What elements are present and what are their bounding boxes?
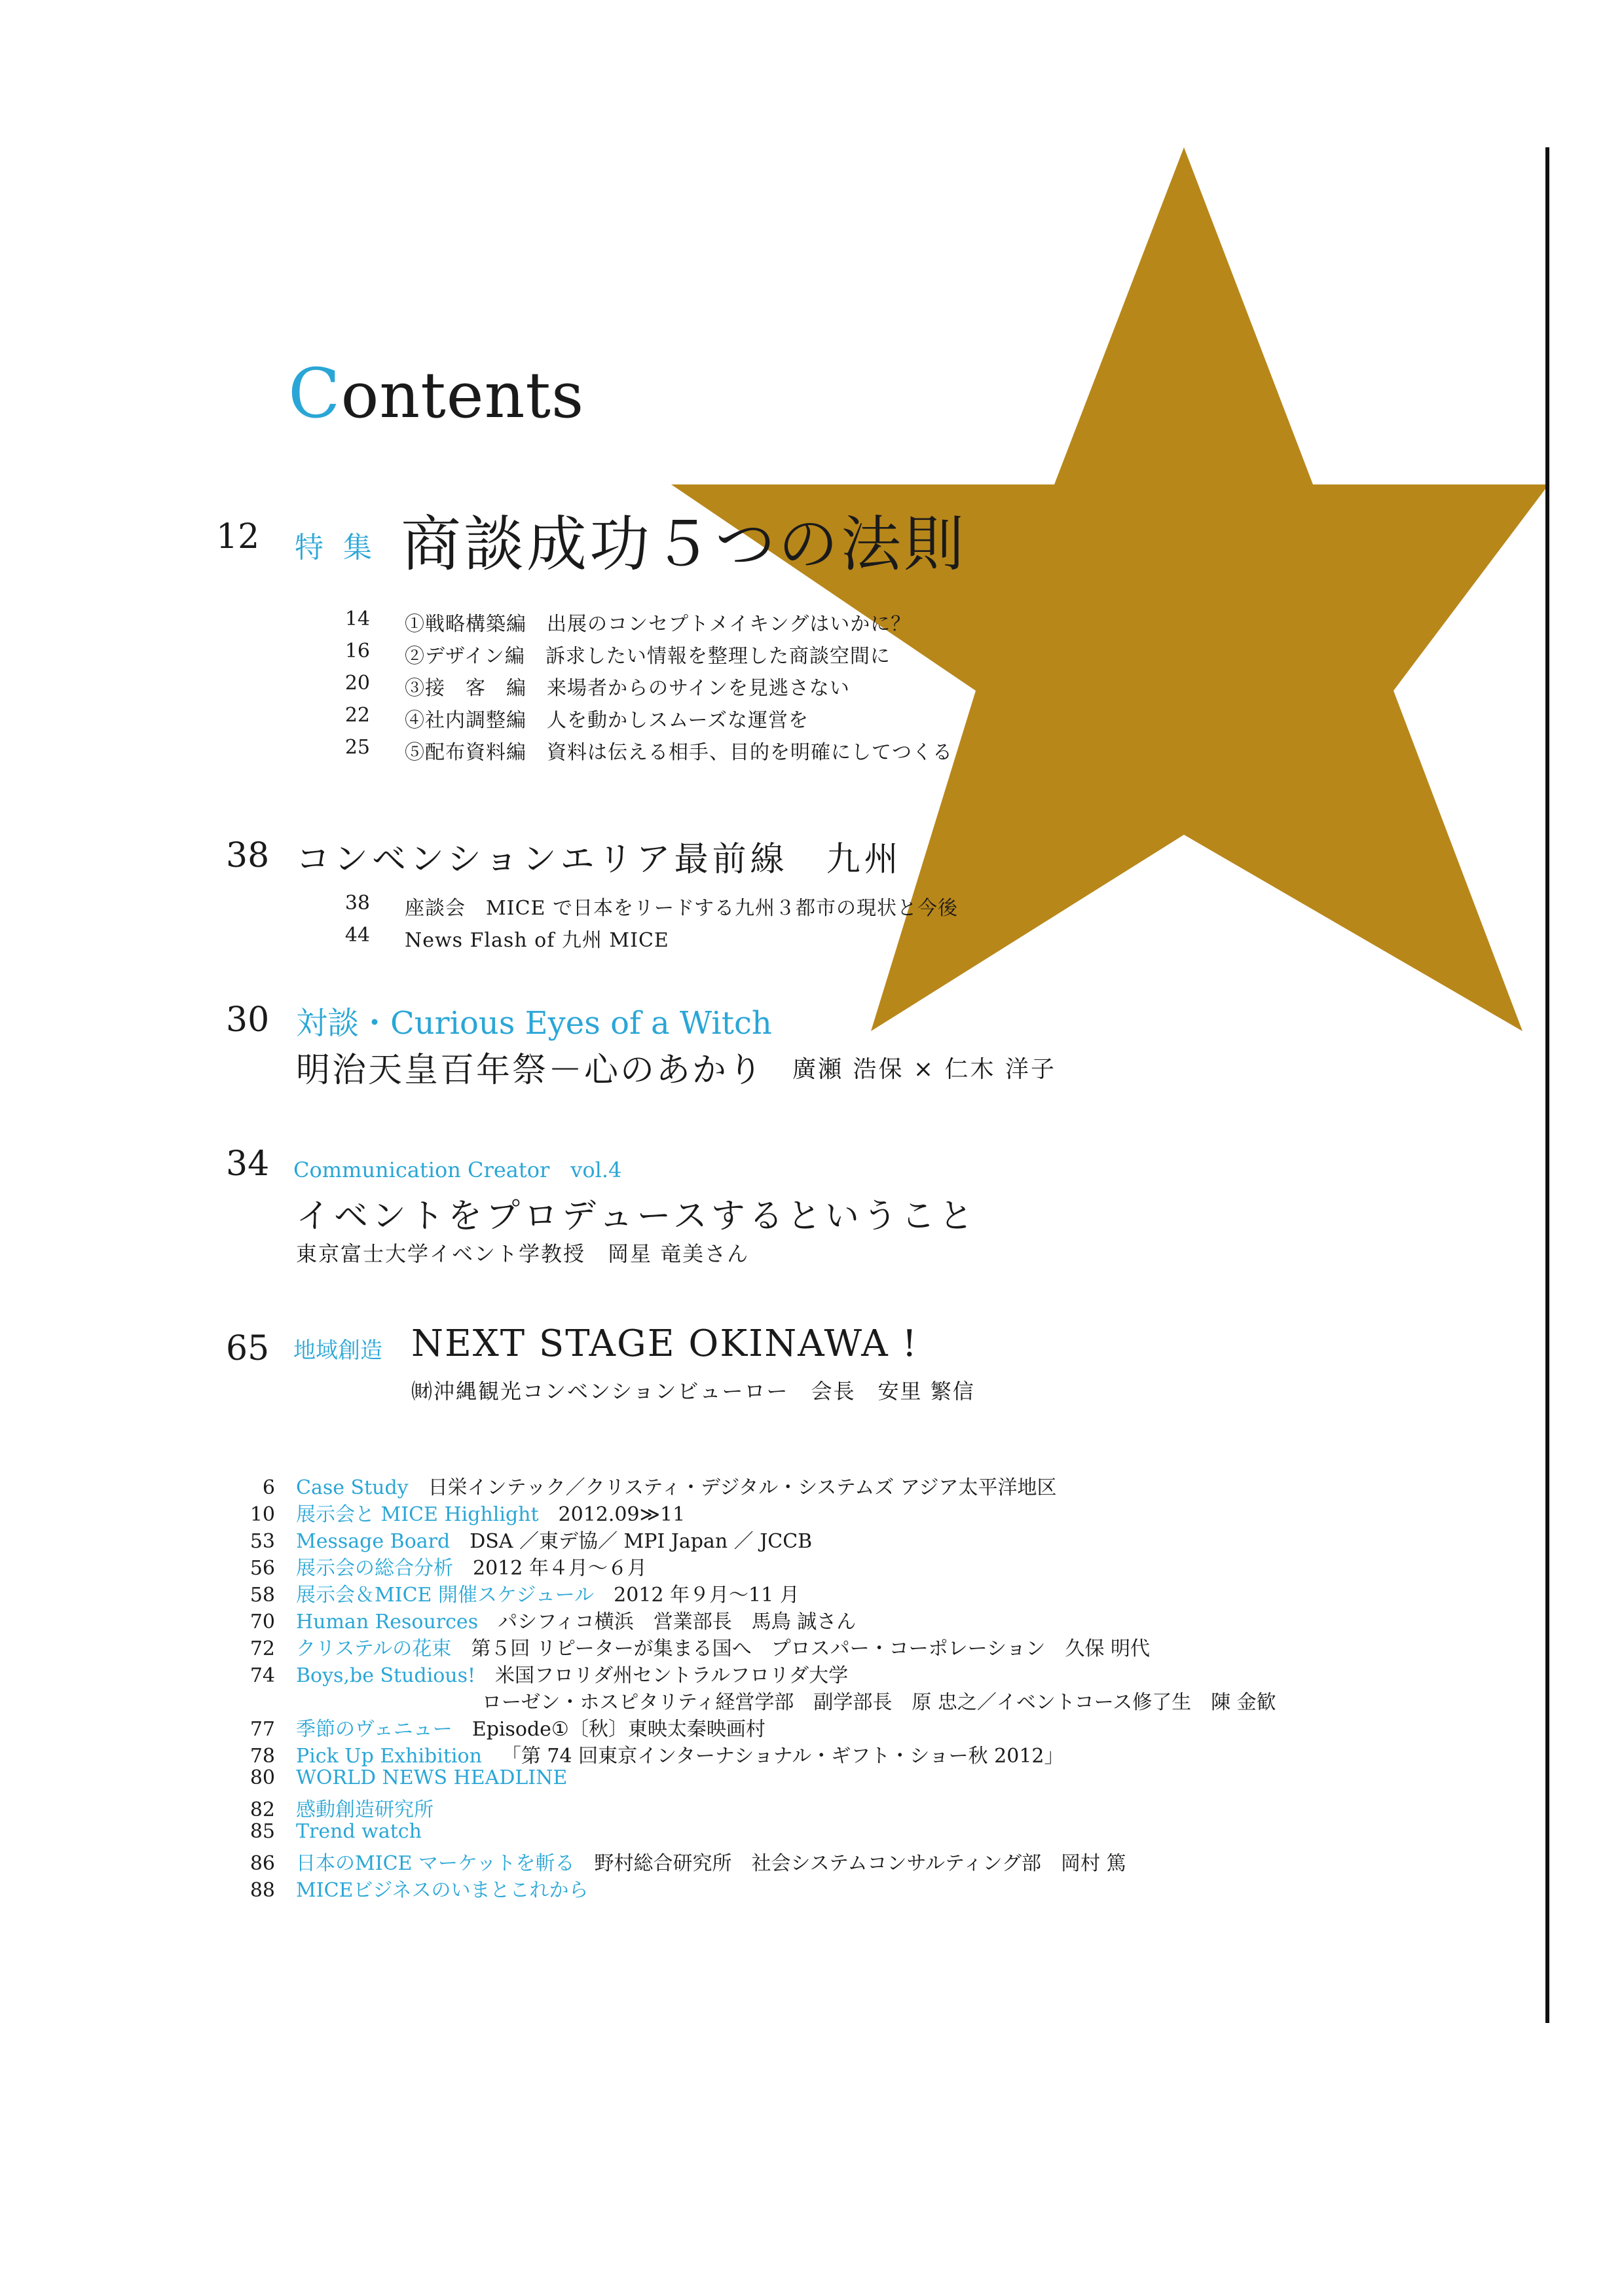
list-item-page: 70 bbox=[249, 1611, 275, 1633]
convention-item-text: News Flash of 九州 MICE bbox=[405, 929, 669, 952]
list-item-heading: 感動創造研究所 bbox=[296, 1798, 434, 1821]
convention-item-page: 44 bbox=[344, 924, 370, 947]
contents-title bbox=[288, 354, 584, 433]
list-item bbox=[236, 1740, 1064, 1767]
feature-item-text: ⑤配布資料編 資料は伝える相手、目的を明確にしてつくる bbox=[405, 741, 953, 764]
okinawa-label: 地域創造 bbox=[293, 1338, 382, 1364]
okinawa-page: 65 bbox=[226, 1329, 270, 1368]
list-item-text: 米国フロリダ州セントラルフロリダ大学 bbox=[495, 1664, 849, 1687]
list-item bbox=[236, 1578, 800, 1606]
list-item-text: 2012 年４月～６月 bbox=[473, 1557, 647, 1580]
feature-item-text: ④社内調整編 人を動かしスムーズな運営を bbox=[405, 709, 809, 732]
feature-item-text: ③接 客 編 来場者からのサインを見逃さない bbox=[405, 677, 850, 700]
list-item-heading: Message Board bbox=[296, 1530, 451, 1553]
list-item bbox=[236, 1525, 812, 1552]
list-item-heading: MICEビジネスのいまとこれから bbox=[296, 1879, 589, 1902]
list-item-heading: 展示会と MICE Highlight bbox=[296, 1503, 539, 1526]
creator-page: 34 bbox=[226, 1144, 270, 1184]
feature-item-page: 20 bbox=[344, 672, 370, 695]
taidan-page: 30 bbox=[226, 1000, 270, 1040]
convention-page: 38 bbox=[226, 836, 270, 875]
list-item bbox=[236, 1471, 1057, 1499]
list-item bbox=[236, 1552, 647, 1579]
list-item-text: 野村総合研究所 社会システムコンサルティング部 岡村 篤 bbox=[594, 1852, 1126, 1875]
feature-item-page: 25 bbox=[344, 736, 370, 759]
list-item-text: 日栄インテック／クリスティ・デジタル・システムズ アジア太平洋地区 bbox=[428, 1476, 1057, 1499]
list-item bbox=[236, 1766, 587, 1794]
list-item-heading: Trend watch bbox=[296, 1820, 422, 1843]
list-item-text: 2012.09≫11 bbox=[558, 1503, 686, 1526]
list-item-heading: Pick Up Exhibition bbox=[296, 1745, 482, 1768]
taidan-label: 対談・Curious Eyes of a Witch bbox=[296, 1005, 772, 1042]
list-item-text: 2012 年９月～11 月 bbox=[614, 1584, 800, 1607]
list-item bbox=[236, 1793, 453, 1821]
feature-item-text: ①戦略構築編 出展のコンセプトメイキングはいかに？ bbox=[405, 613, 912, 636]
okinawa-title: NEXT STAGE OKINAWA ! bbox=[411, 1322, 918, 1365]
list-item-page: 56 bbox=[249, 1557, 275, 1580]
list-item-heading: WORLD NEWS HEADLINE bbox=[296, 1766, 568, 1789]
list-item-text: パシフィコ横浜 営業部長 馬鳥 誠さん bbox=[498, 1611, 857, 1633]
list-item bbox=[236, 1632, 1150, 1660]
feature-item-page: 22 bbox=[344, 704, 370, 727]
list-item-heading: 展示会の総合分析 bbox=[296, 1557, 453, 1580]
convention-item-text: 座談会 MICE で日本をリードする九州３都市の現状と今後 bbox=[405, 897, 959, 920]
list-item bbox=[236, 1605, 856, 1633]
feature-label: 特 集 bbox=[295, 531, 377, 564]
creator-subtitle: 東京富士大学イベント学教授 岡星 竜美さん bbox=[296, 1241, 750, 1266]
vertical-rule bbox=[1545, 147, 1549, 2023]
list-item-page: 80 bbox=[249, 1766, 275, 1789]
list-item-page: 72 bbox=[249, 1637, 275, 1660]
feature-title: 商談成功５つの法則 bbox=[401, 509, 967, 579]
list-item-page: 88 bbox=[249, 1879, 275, 1902]
list-item-heading: Boys,be Studious! bbox=[296, 1664, 476, 1687]
list-item-page: 58 bbox=[249, 1584, 275, 1607]
list-item-page: 77 bbox=[249, 1718, 275, 1741]
list-item-page: 53 bbox=[249, 1530, 275, 1553]
taidan-people: 廣瀬 浩保 × 仁木 洋子 bbox=[792, 1056, 1056, 1083]
convention-title: コンベンションエリア最前線 九州 bbox=[296, 840, 902, 879]
list-item-heading: 季節のヴェニュー bbox=[296, 1718, 452, 1741]
taidan-title: 明治天皇百年祭－心のあかり bbox=[296, 1051, 765, 1090]
list-item-page: 78 bbox=[249, 1745, 275, 1768]
list-item-page: 6 bbox=[262, 1476, 275, 1499]
list-item-page: 82 bbox=[249, 1798, 275, 1821]
list-item bbox=[236, 1847, 1126, 1874]
list-item-heading: 日本のMICE マーケットを斬る bbox=[296, 1852, 575, 1875]
list-item-page: 74 bbox=[249, 1664, 275, 1687]
list-item-page: 86 bbox=[249, 1852, 275, 1875]
list-item-heading: Human Resources bbox=[296, 1611, 479, 1633]
list-item bbox=[236, 1874, 608, 1901]
convention-item-page: 38 bbox=[344, 892, 370, 915]
list-item bbox=[236, 1713, 766, 1740]
list-item-text: ローゼン・ホスピタリティ経営学部 副学部長 原 忠之／イベントコース修了生 陳 金歓 bbox=[482, 1691, 1276, 1714]
list-item bbox=[236, 1498, 685, 1525]
list-item-heading: Case Study bbox=[296, 1476, 409, 1499]
list-item-continuation bbox=[482, 1686, 1276, 1713]
list-item-heading: 展示会＆MICE 開催スケジュール bbox=[296, 1584, 595, 1607]
list-item-page: 10 bbox=[249, 1503, 275, 1526]
contents-title-rest: ontents bbox=[341, 359, 585, 432]
contents-title-initial: C bbox=[288, 354, 341, 433]
okinawa-subtitle: ㈶沖縄観光コンベンションビューロー 会長 安里 繁信 bbox=[411, 1379, 975, 1404]
list-item-text: 第５回 リピーターが集まる国へ プロスパー・コーポレーション 久保 明代 bbox=[471, 1637, 1150, 1660]
feature-item-page: 14 bbox=[344, 608, 370, 630]
list-item-text: DSA ／東デ協／ MPI Japan ／ JCCB bbox=[470, 1530, 813, 1553]
list-item bbox=[236, 1820, 441, 1848]
feature-item-text: ②デザイン編 訴求したい情報を整理した商談空間に bbox=[405, 645, 891, 668]
feature-page: 12 bbox=[216, 517, 260, 556]
list-item bbox=[236, 1659, 848, 1686]
creator-label: Communication Creator vol.4 bbox=[293, 1157, 622, 1182]
creator-title: イベントをプロデュースするということ bbox=[296, 1197, 977, 1236]
feature-item-page: 16 bbox=[344, 640, 370, 663]
list-item-page: 85 bbox=[249, 1820, 275, 1843]
list-item-text: Episode①〔秋〕東映太秦映画村 bbox=[471, 1718, 766, 1741]
list-item-text: 「第 74 回東京インターナショナル・ギフト・ショー秋 2012」 bbox=[501, 1745, 1064, 1768]
list-item-heading: クリステルの花束 bbox=[296, 1637, 452, 1660]
